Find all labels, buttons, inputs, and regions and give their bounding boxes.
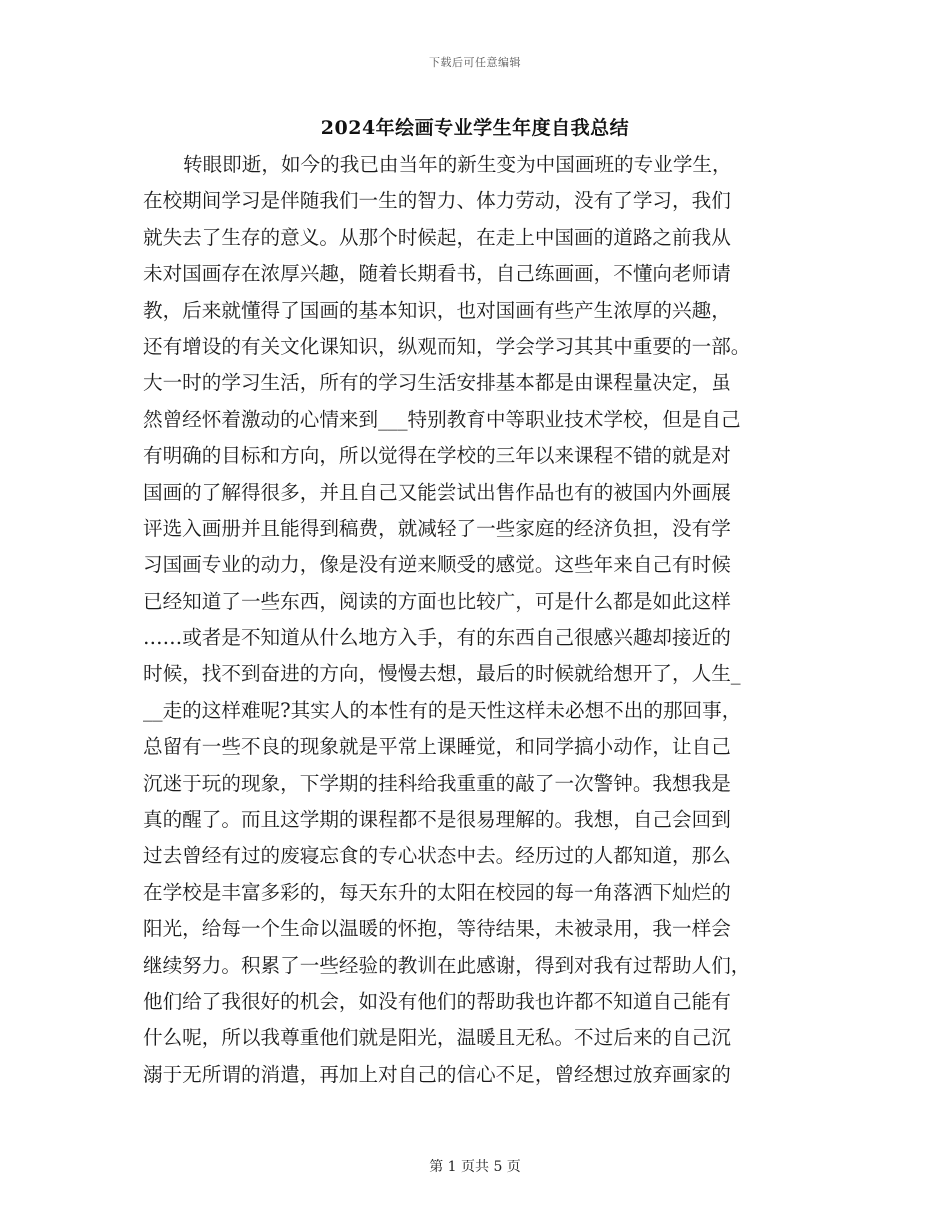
body-line: 在校期间学习是伴随我们一生的智力、体力劳动，没有了学习，我们	[143, 189, 731, 213]
body-line: 时候，找不到奋进的方向，慢慢去想，最后的时候就给想开了，人生_	[143, 662, 741, 686]
body-line: 过去曾经有过的废寝忘食的专心状态中去。经历过的人都知道，那么	[143, 844, 731, 868]
body-line: 习国画专业的动力，像是没有逆来顺受的感觉。这些年来自己有时候	[143, 553, 731, 577]
body-line: 他们给了我很好的机会，如没有他们的帮助我也许都不知道自己能有	[143, 989, 731, 1013]
body-line: 转眼即逝，如今的我已由当年的新生变为中国画班的专业学生，	[183, 153, 732, 176]
body-line: 已经知道了一些东西，阅读的方面也比较广，可是什么都是如此这样	[143, 589, 731, 613]
body-line: 继续努力。积累了一些经验的教训在此感谢，得到对我有过帮助人们，	[143, 953, 751, 977]
body-line: 国画的了解得很多，并且自己又能尝试出售作品也有的被国内外画展	[143, 480, 731, 504]
body-line: 教，后来就懂得了国画的基本知识，也对国画有些产生浓厚的兴趣，	[143, 298, 731, 322]
body-line: 沉迷于玩的现象，下学期的挂科给我重重的敲了一次警钟。我想我是	[143, 771, 731, 795]
body-line: 就失去了生存的意义。从那个时候起，在走上中国画的道路之前我从	[143, 225, 731, 249]
body-line: 溺于无所谓的消遣，再加上对自己的信心不足，曾经想过放弃画家的	[143, 1062, 731, 1086]
body-line: 什么呢，所以我尊重他们就是阳光，温暖且无私。不过后来的自己沉	[143, 1026, 731, 1050]
body-line: 大一时的学习生活，所有的学习生活安排基本都是由课程量决定，虽	[143, 371, 731, 395]
body-line: 在学校是丰富多彩的，每天东升的太阳在校园的每一角落洒下灿烂的	[143, 880, 731, 904]
body-line: ……或者是不知道从什么地方入手，有的东西自己很感兴趣却接近的	[143, 626, 731, 650]
body-line: 然曾经怀着激动的心情来到___特别教育中等职业技术学校，但是自己	[143, 407, 741, 431]
body-line: 真的醒了。而且这学期的课程都不是很易理解的。我想，自己会回到	[143, 808, 731, 832]
body-line: 有明确的目标和方向，所以觉得在学校的三年以来课程不错的就是对	[143, 444, 731, 468]
document-title: 2024年绘画专业学生年度自我总结	[320, 117, 630, 139]
header-note: 下载后可任意编辑	[429, 56, 521, 69]
body-line: 总留有一些不良的现象就是平常上课睡觉，和同学搞小动作，让自己	[143, 735, 731, 759]
body-line: 还有增设的有关文化课知识，纵观而知，学会学习其其中重要的一部。	[143, 334, 751, 358]
page-number: 第 1 页共 5 页	[429, 1159, 521, 1175]
body-line: __走的这样难呢?其实人的本性有的是天性这样未必想不出的那回事，	[143, 698, 742, 722]
body-line: 未对国画存在浓厚兴趣，随着长期看书，自己练画画，不懂向老师请	[143, 262, 731, 286]
body-line: 阳光，给每一个生命以温暖的怀抱，等待结果，未被录用，我一样会	[143, 917, 731, 941]
document-body	[143, 147, 803, 1093]
body-line: 评选入画册并且能得到稿费，就减轻了一些家庭的经济负担，没有学	[143, 516, 731, 540]
